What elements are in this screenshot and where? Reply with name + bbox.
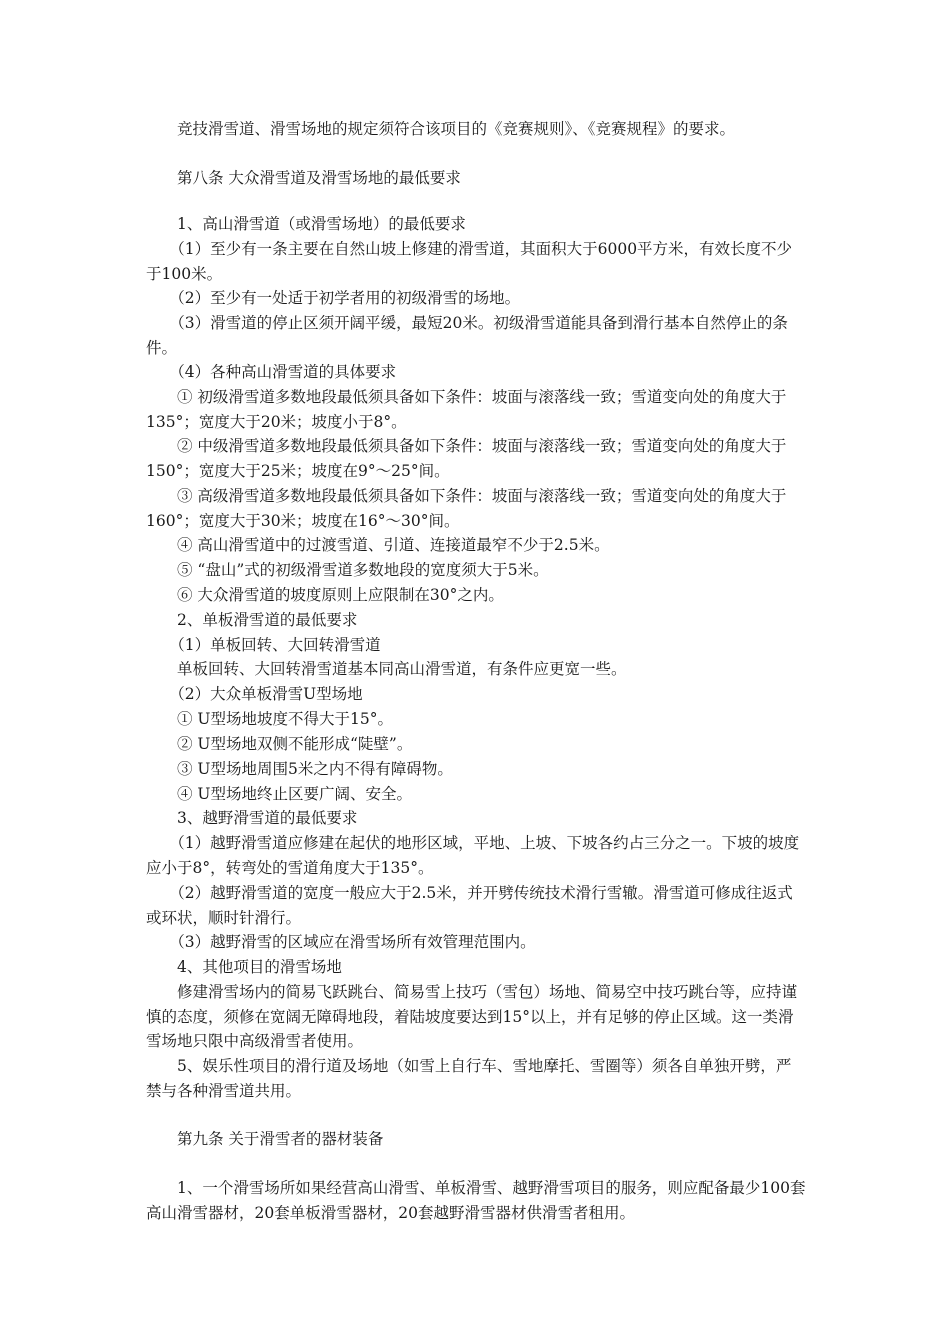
paragraph: ① U型场地坡度不得大于15°。 <box>146 710 393 728</box>
paragraph: 单板回转、大回转滑雪道基本同高山滑雪道，有条件应更宽一些。 <box>146 660 627 678</box>
paragraph: （3）滑雪道的停止区须开阔平缓，最短20米。初级滑雪道能具备到滑行基本自然停止的条件。 <box>146 314 788 357</box>
paragraph: （2）至少有一处适于初学者用的初级滑雪的场地。 <box>146 289 521 307</box>
paragraph: 竞技滑雪道、滑雪场地的规定须符合该项目的《竞赛规则》、《竞赛规程》的要求。 <box>146 120 736 138</box>
paragraph: ② U型场地双侧不能形成“陡壁”。 <box>146 735 413 753</box>
paragraph: ④ 高山滑雪道中的过渡雪道、引道、连接道最窄不少于2.5米。 <box>146 536 610 554</box>
paragraph: ④ U型场地终止区要广阔、安全。 <box>146 785 412 803</box>
paragraph: （1）单板回转、大回转滑雪道 <box>146 636 381 654</box>
paragraph: （1）越野滑雪道应修建在起伏的地形区域，平地、上坡、下坡各约占三分之一。下坡的坡度应小于8°，转弯处的雪道角度大于135°。 <box>146 834 800 877</box>
paragraph: 2、单板滑雪道的最低要求 <box>146 611 358 629</box>
paragraph: ② 中级滑雪道多数地段最低须具备如下条件：坡面与滚落线一致；雪道变向处的角度大于150°；宽度大于25米；坡度在9°～25°间。 <box>146 437 787 480</box>
paragraph: ③ 高级滑雪道多数地段最低须具备如下条件：坡面与滚落线一致；雪道变向处的角度大于160°；宽度大于30米；坡度在16°～30°间。 <box>146 487 787 530</box>
paragraph: 3、越野滑雪道的最低要求 <box>146 809 358 827</box>
paragraph: 4、其他项目的滑雪场地 <box>146 958 342 976</box>
paragraph: ③ U型场地周围5米之内不得有障碍物。 <box>146 760 453 778</box>
paragraph: （4）各种高山滑雪道的具体要求 <box>146 363 397 381</box>
paragraph: 修建滑雪场内的简易飞跃跳台、简易雪上技巧（雪包）场地、简易空中技巧跳台等，应持谨慎的态度，须修在宽阔无障碍地段，着陆坡度要达到15°以上，并有足够的停止区域。这一类滑雪场地只限中高级滑雪者使用。 <box>146 983 798 1050</box>
paragraph: ⑥ 大众滑雪道的坡度原则上应限制在30°之内。 <box>146 586 504 604</box>
paragraph: （2）越野滑雪道的宽度一般应大于2.5米，并开劈传统技术滑行雪辙。滑雪道可修成往返式或环状，顺时针滑行。 <box>146 884 793 927</box>
paragraph: （3）越野滑雪的区域应在滑雪场所有效管理范围内。 <box>146 933 536 951</box>
paragraph: 5、娱乐性项目的滑行道及场地（如雪上自行车、雪地摩托、雪圈等）须各自单独开劈，严禁与各种滑雪道共用。 <box>146 1057 792 1100</box>
section-heading: 第八条 大众滑雪道及滑雪场地的最低要求 <box>146 169 461 187</box>
paragraph: ⑤ “盘山”式的初级滑雪道多数地段的宽度须大于5米。 <box>146 561 549 579</box>
section-heading: 第九条 关于滑雪者的器材装备 <box>146 1130 384 1148</box>
paragraph: （2）大众单板滑雪U型场地 <box>146 685 363 703</box>
paragraph: 1、一个滑雪场所如果经营高山滑雪、单板滑雪、越野滑雪项目的服务，则应配备最少100套高山滑雪器材，20套单板滑雪器材，20套越野滑雪器材供滑雪者租用。 <box>146 1179 806 1222</box>
paragraph: 1、高山滑雪道（或滑雪场地）的最低要求 <box>146 215 466 233</box>
paragraph: ① 初级滑雪道多数地段最低须具备如下条件：坡面与滚落线一致；雪道变向处的角度大于135°；宽度大于20米；坡度小于8°。 <box>146 388 787 431</box>
paragraph: （1）至少有一条主要在自然山坡上修建的滑雪道，其面积大于6000平方米，有效长度不少于100米。 <box>146 240 793 283</box>
